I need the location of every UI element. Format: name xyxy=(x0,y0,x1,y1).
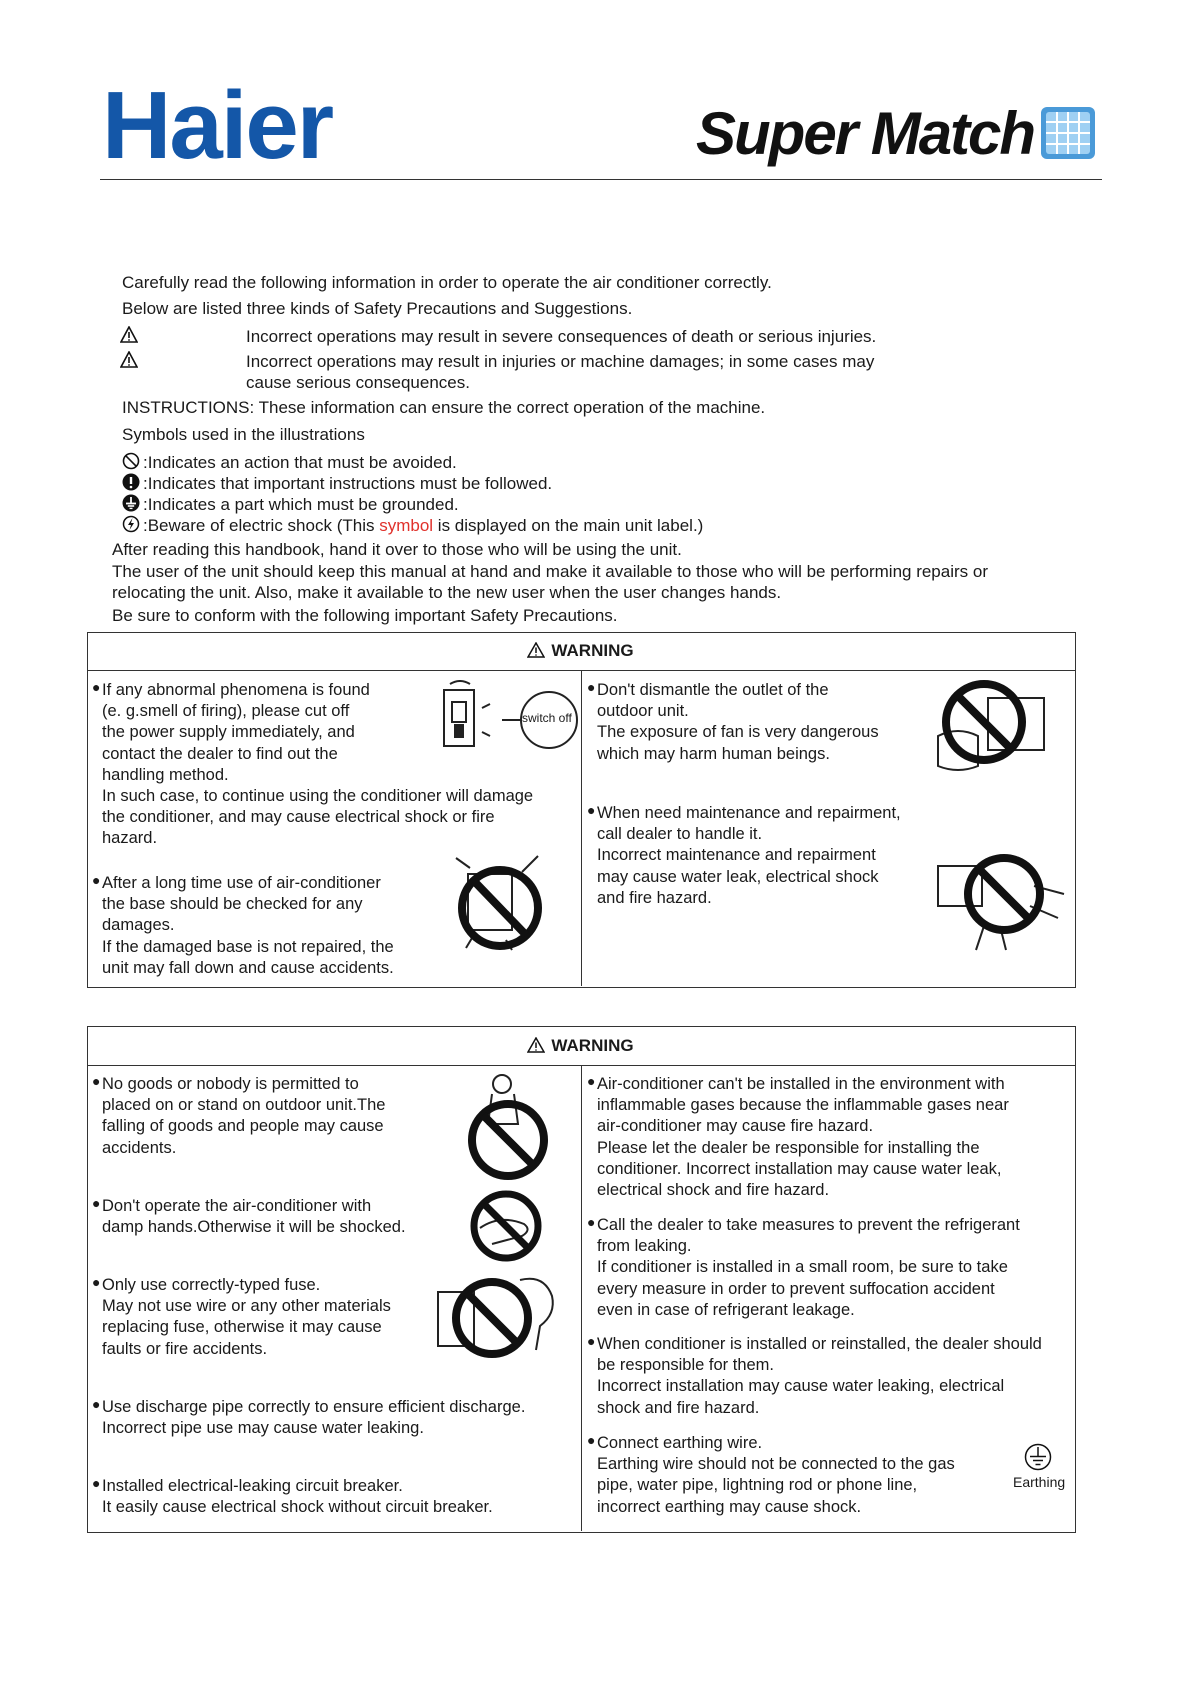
b2r0-2: air-conditioner may cause fire hazard. xyxy=(597,1117,874,1136)
box1-item-abnormal: ●If any abnormal phenomena is found (e. g.smell of firing), please cut off the power supply immediately, and contact the dealer to find out the handling method. In such case, to continue using the conditioner will damage the conditioner, and may cause electrical shock or fire hazard. xyxy=(92,679,534,848)
b2l4-1: It easily cause electrical shock without circuit breaker. xyxy=(102,1498,493,1517)
earthing-icon xyxy=(1024,1443,1052,1471)
symbol-prohibited-text: :Indicates an action that must be avoided. xyxy=(143,453,457,472)
b2l0-2: falling of goods and people may cause xyxy=(102,1117,384,1136)
b2l3-0: Use discharge pipe correctly to ensure efficient discharge. xyxy=(102,1398,526,1416)
intro-line-2: Below are listed three kinds of Safety Precautions and Suggestions. xyxy=(122,299,633,318)
caution-triangle-icon xyxy=(120,351,138,369)
b2r1-3: every measure in order to prevent suffocation accident xyxy=(597,1279,995,1298)
b2l3-1: Incorrect pipe use may cause water leaking. xyxy=(102,1419,424,1438)
b2r2-0: When conditioner is installed or reinstalled, the dealer should xyxy=(597,1335,1042,1353)
haier-logo: Haier xyxy=(102,72,333,179)
mandatory-icon xyxy=(122,473,140,491)
box2-item-refrigerant: ●Call the dealer to take measures to prevent the refrigerant from leaking. If conditioner is installed in a small room, be sure to take every measure in order to prevent suffocation accident even in case of refrigerant leakage. xyxy=(587,1214,1020,1319)
b2r0-4: conditioner. Incorrect installation may cause water leak, xyxy=(597,1159,1002,1178)
b2l2-1: May not use wire or any other materials xyxy=(102,1297,391,1316)
super-match-logo: Super Match xyxy=(696,100,1035,167)
b1r0-3: which may harm human beings. xyxy=(597,744,830,763)
b1l1-2: damages. xyxy=(102,916,175,935)
warning-box-2-title-text: WARNING xyxy=(551,1036,634,1055)
box1-item-dismantle: ●Don't dismantle the outlet of the outdoor unit. The exposure of fan is very dangerous which may harm human beings. xyxy=(587,679,879,763)
b2r1-0: Call the dealer to take measures to prevent the refrigerant xyxy=(597,1216,1020,1234)
shock-text-after: is displayed on the main unit label.) xyxy=(433,516,704,535)
b2l0-0: No goods or nobody is permitted to xyxy=(102,1075,359,1093)
warning-box-1-title xyxy=(87,641,1074,661)
b1l1-0: After a long time use of air-conditioner xyxy=(102,874,381,892)
b1l1-1: the base should be checked for any xyxy=(102,895,363,914)
b1l0-5: In such case, to continue using the conditioner will damage xyxy=(102,787,534,806)
b2r3-0: Connect earthing wire. xyxy=(597,1434,763,1452)
shock-text-before: :Beware of electric shock (This xyxy=(143,516,380,535)
symbols-heading: Symbols used in the illustrations xyxy=(122,425,365,444)
after-reading-line: After reading this handbook, hand it over to those who will be using the unit. xyxy=(112,540,682,559)
box2-item-earthing: ●Connect earthing wire. Earthing wire should not be connected to the gas pipe, water pipe, lightning rod or phone line, incorrect earthing may cause shock. xyxy=(587,1432,955,1516)
b2l2-0: Only use correctly-typed fuse. xyxy=(102,1276,321,1294)
warning-level-text: Incorrect operations may result in severe consequences of death or serious injuries. xyxy=(246,327,877,346)
box2-item-no-goods: ●No goods or nobody is permitted to placed on or stand on outdoor unit.The falling of goods and people may cause accidents. xyxy=(92,1073,386,1157)
box1-item-maintenance: ●When need maintenance and repairment, call dealer to handle it. Incorrect maintenance and repairment may cause water leak, electrical shock and fire hazard. xyxy=(587,802,901,907)
b2l1-1: damp hands.Otherwise it will be shocked. xyxy=(102,1218,406,1237)
box1-item-base: ●After a long time use of air-conditioner the base should be checked for any damages. If the damaged base is not repaired, the unit may fall down and cause accidents. xyxy=(92,872,394,977)
box2-item-discharge-pipe: ●Use discharge pipe correctly to ensure efficient discharge. Incorrect pipe use may cause water leaking. xyxy=(92,1396,526,1438)
b2l2-3: faults or fire accidents. xyxy=(102,1339,268,1358)
b2r1-4: even in case of refrigerant leakage. xyxy=(597,1300,855,1319)
ground-icon xyxy=(122,494,140,512)
b1l1-3: If the damaged base is not repaired, the xyxy=(102,937,394,956)
symbol-mandatory-text: :Indicates that important instructions must be followed. xyxy=(143,474,553,493)
b2r2-1: be responsible for them. xyxy=(597,1356,775,1375)
stand-on-unit-prohibited-icon xyxy=(462,1072,556,1182)
prohibited-icon xyxy=(122,452,140,470)
b2r2-2: Incorrect installation may cause water leaking, electrical xyxy=(597,1377,1005,1396)
earthing-label: Earthing xyxy=(1013,1474,1066,1490)
b2r1-2: If conditioner is installed in a small room, be sure to take xyxy=(597,1258,1008,1277)
b2r0-3: Please let the dealer be responsible for installing the xyxy=(597,1138,980,1157)
b1r0-0: Don't dismantle the outlet of the xyxy=(597,681,829,699)
b1r1-4: and fire hazard. xyxy=(597,888,712,907)
b2l1-0: Don't operate the air-conditioner with xyxy=(102,1197,372,1215)
b2l0-1: placed on or stand on outdoor unit.The xyxy=(102,1096,386,1115)
b1l0-0: If any abnormal phenomena is found xyxy=(102,681,370,699)
shock-symbol-highlight: symbol xyxy=(379,516,434,535)
conform-line: Be sure to conform with the following important Safety Precautions. xyxy=(112,606,618,625)
repair-prohibited-icon xyxy=(934,846,1068,956)
damp-hands-prohibited-icon xyxy=(466,1188,546,1264)
warning-icon xyxy=(527,1037,545,1053)
intro-line-1: Carefully read the following information in order to operate the air conditioner correctly. xyxy=(122,273,772,292)
b1r0-1: outdoor unit. xyxy=(597,702,689,721)
box2-item-inflammable-gas: ●Air-conditioner can't be installed in the environment with inflammable gases because the inflammable gases near air-conditioner may cause fire hazard. Please let the dealer be responsible for installing the conditioner. Incorrect installation may cause water leak, electrical shock and fire hazard. xyxy=(587,1073,1009,1200)
warning-box-2-title xyxy=(87,1036,1074,1056)
super-match-cube-icon xyxy=(1040,106,1096,160)
b2r3-1: Earthing wire should not be connected to the gas xyxy=(597,1455,955,1474)
b1r0-2: The exposure of fan is very dangerous xyxy=(597,723,879,742)
b2r3-2: pipe, water pipe, lightning rod or phone line, xyxy=(597,1476,918,1495)
b2r3-3: incorrect earthing may cause shock. xyxy=(597,1497,862,1516)
b2l0-3: accidents. xyxy=(102,1138,177,1157)
b2r0-0: Air-conditioner can't be installed in the environment with xyxy=(597,1075,1005,1093)
b1r1-0: When need maintenance and repairment, xyxy=(597,804,901,822)
b2r2-3: shock and fire hazard. xyxy=(597,1398,760,1417)
b2l2-2: replacing fuse, otherwise it may cause xyxy=(102,1318,382,1337)
caution-level-text: Incorrect operations may result in injuries or machine damages; in some cases may xyxy=(246,352,875,371)
b1l0-3: contact the dealer to find out the xyxy=(102,744,338,763)
b1l0-6: the conditioner, and may cause electrical shock or fire xyxy=(102,808,495,827)
warning-box-1-title-text: WARNING xyxy=(551,641,634,660)
warning-icon xyxy=(527,642,545,658)
switch-off-label: switch off xyxy=(522,711,572,725)
warning-triangle-icon xyxy=(120,326,138,344)
damaged-base-prohibited-icon xyxy=(446,848,554,964)
b1l0-4: handling method. xyxy=(102,765,229,784)
b1l0-1: (e. g.smell of firing), please cut off xyxy=(102,702,350,721)
b1l0-2: the power supply immediately, and xyxy=(102,723,355,742)
box2-item-damp-hands: ●Don't operate the air-conditioner with damp hands.Otherwise it will be shocked. xyxy=(92,1195,406,1237)
b2l4-0: Installed electrical-leaking circuit breaker. xyxy=(102,1477,403,1495)
b1r1-3: may cause water leak, electrical shock xyxy=(597,867,879,886)
caution-level-text-2: cause serious consequences. xyxy=(246,373,470,392)
symbol-shock-text xyxy=(143,515,703,536)
box2-item-circuit-breaker: ●Installed electrical-leaking circuit breaker. It easily cause electrical shock without circuit breaker. xyxy=(92,1475,493,1517)
b1l0-7: hazard. xyxy=(102,829,158,848)
instructions-line: INSTRUCTIONS: These information can ensure the correct operation of the machine. xyxy=(122,398,766,417)
b1r1-2: Incorrect maintenance and repairment xyxy=(597,846,876,865)
electric-shock-icon xyxy=(122,515,140,533)
header-rule xyxy=(100,179,1102,180)
box2-item-reinstall: ●When conditioner is installed or reinstalled, the dealer should be responsible for them. Incorrect installation may cause water leaking, electrical shock and fire hazard. xyxy=(587,1333,1042,1417)
b2r0-5: electrical shock and fire hazard. xyxy=(597,1181,830,1200)
symbol-ground-text: :Indicates a part which must be grounded. xyxy=(143,495,459,514)
b1l1-4: unit may fall down and cause accidents. xyxy=(102,958,394,977)
b2r0-1: inflammable gases because the inflammable gases near xyxy=(597,1096,1009,1115)
b1r1-1: call dealer to handle it. xyxy=(597,825,763,844)
box-2-column-divider xyxy=(581,1065,582,1531)
box2-item-fuse: ●Only use correctly-typed fuse. May not use wire or any other materials replacing fuse, otherwise it may cause faults or fire accidents. xyxy=(92,1274,391,1358)
fan-dismantle-prohibited-icon xyxy=(928,676,1052,782)
user-keep-line: The user of the unit should keep this manual at hand and make it available to those who will be performing repairs or xyxy=(112,562,988,581)
b2r1-1: from leaking. xyxy=(597,1237,692,1256)
fuse-prohibited-icon xyxy=(436,1270,560,1374)
relocating-line: relocating the unit. Also, make it available to the new user when the user changes hands. xyxy=(112,583,782,602)
